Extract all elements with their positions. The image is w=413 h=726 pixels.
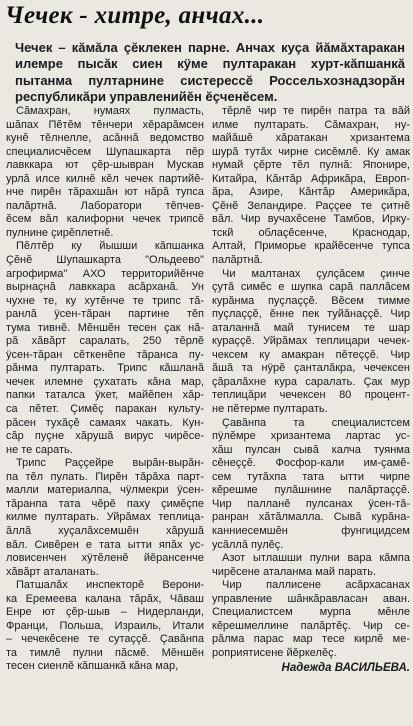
text-line: управление шăнкăравласан аван. (212, 592, 410, 605)
text-line: тесен сиенлĕ кăпшанкă кăна мар, (6, 660, 179, 673)
text-line: вăл. Сивĕрен е тата ытти япăх ус- (6, 538, 204, 551)
text-line: Азот ытлашши пулни вара кăмпа (222, 552, 410, 565)
text-line: Франци, Польша, Израиль, Итали (6, 619, 204, 632)
text-line: усăллă пулĕç. (212, 538, 284, 551)
text-line: Çĕнĕ Зеландире. Раççее те çитнĕ (212, 199, 410, 212)
text-line: чирĕсене аталанма май парать. (212, 565, 377, 578)
lead-line: илемре пысăк сиен кÿме пултаракан хурт-кăпшанкă (15, 56, 405, 72)
article-paragraph (212, 417, 410, 552)
text-line: Енре ют çĕр-шыв – Нидерланди, (6, 606, 204, 619)
text-line: çутă симĕс е шупка сарă паллăсем (212, 281, 410, 294)
text-line: рăлма парас мар тесе кирлĕ ме- (212, 633, 410, 646)
text-line: Сăмахран, нумаях пулмасть, (16, 105, 204, 117)
text-line: па тĕл пулать. Пирĕн тăрăха парт- (6, 470, 204, 483)
text-line: ранлă ÿсен-тăран партине тĕп (6, 308, 204, 321)
text-line: Чир паллисене асăрхасанах (222, 579, 410, 592)
lead-line: Чечек – кăмăла çĕклекен парне. Анчах куçа йăмăхтаракан (15, 40, 405, 55)
text-line: тĕрлĕ чир те пирĕн патра та вăй (222, 105, 410, 117)
text-line: ĕсем вăл калифорни чечек трипсĕ (6, 213, 204, 226)
article-lead (15, 40, 405, 106)
text-line: малли материалпа, чÿлмекри ÿсен- (6, 484, 204, 497)
text-line: хăвăрт аталанать. (6, 565, 99, 578)
text-line: урлă илсе килнĕ кĕл чечек партийĕ- (6, 172, 204, 185)
text-line: кунĕ тĕлнелле, асăннă ведомство (6, 132, 204, 145)
text-line: Специалистсем мурпа мĕнле (212, 606, 410, 619)
text-line: папки таталса ÿкет, майĕпен хăр- (6, 389, 204, 402)
text-line: Пĕлтĕр ку йышши кăпшанка (16, 240, 204, 253)
text-line: курăнма пуçлаççĕ. Вĕсем тимме (212, 294, 410, 307)
text-line: шăпах Пĕтĕм тĕнчери хĕрарăмсен (6, 118, 204, 131)
text-line: хăш пулсан сывă калча туянма (212, 443, 410, 456)
text-line: нумай çĕрте тĕл пулнă: Японире, (212, 159, 410, 172)
text-line: специалисчĕсем Шупашкарта пĕр (6, 145, 204, 158)
author-signature: Надежда ВАСИЛЬЕВА. (281, 662, 410, 675)
text-line: не пĕтерме пултарать. (212, 403, 328, 416)
text-line: шурă тутăх чирне сисĕмлĕ. Ку амак (212, 145, 410, 158)
text-line: Чи малтанах çулçăсем çинче (222, 267, 410, 280)
article-paragraph (212, 552, 410, 579)
text-line: кĕрешмеллине палăртĕç. Чир се- (212, 619, 410, 632)
text-line: не те сарать. (6, 443, 73, 456)
text-line: рăсен тухăçĕ самаях чакать. Кун- (6, 416, 204, 429)
text-line: майăшĕ хăратакан хризантема (212, 132, 410, 145)
article-column-right (212, 105, 410, 676)
text-line: пулнине çирĕплетнĕ. (6, 226, 114, 239)
text-line: ăшă та нÿрĕ çанталăкра, чечексен (212, 362, 410, 375)
text-line: пÿлĕмре хризантема лартас ус- (212, 430, 410, 443)
text-line: ранран хăтăлмалла. Сывă курăна- (212, 511, 410, 524)
text-line: ăра, Азире, Кăнтăр Америкăра, (212, 186, 410, 199)
text-line: палăртнă. (212, 254, 263, 267)
lead-line: пытанма пултарнине систерессĕ Россельхознадзорăн (15, 72, 405, 88)
text-line: роприятисене йĕркелĕç. (212, 646, 337, 659)
lead-line: республикăри управленийĕн ĕçченĕсем. (15, 89, 278, 105)
text-line: теплицăри чечексен 80 процент- (212, 389, 410, 402)
article-column-left (6, 105, 204, 674)
text-line: пуçлаççĕ, ĕнне пек туйăнаççĕ. Чир (212, 308, 410, 321)
text-line: тума тивнĕ. Мĕншĕн тесен çак нă- (6, 321, 204, 334)
text-line: сĕнеççĕ. Фосфор-кали им-çамĕ- (212, 457, 410, 470)
article-paragraph (212, 105, 410, 268)
article-paragraph (212, 579, 410, 660)
text-line: – чечекĕсене те сутаççĕ. Çавăнпа (6, 633, 204, 646)
text-line: ăллă хуçалăхсемшĕн хăрушă (6, 524, 204, 537)
text-line: Трипс Раççейре вырăн-вырăн- (16, 457, 204, 470)
text-line: кĕрешме пулăшнине палăртаççĕ. (212, 484, 410, 497)
text-line: кураççĕ. Уйрăмах теплицари чечек- (212, 335, 410, 348)
text-line: Алтай, Приморье крайĕсенче тупса (212, 240, 410, 253)
text-line: вăл. Чир вучахĕсене Тамбов, Ирку- (212, 213, 410, 226)
text-line: сăр пуçне хăрушă вирус чирĕсе- (6, 430, 204, 443)
text-line: агрофирма" АХО территорийĕнче (6, 267, 204, 280)
text-line: килме пултарать. Уйрăмах теплица- (6, 511, 204, 524)
text-line: Патшалăх инспекторĕ Верони- (16, 579, 204, 592)
text-line: тăранпа тата чĕрĕ паху çимĕçпе (6, 497, 204, 510)
text-line: Чир палланĕ пулсанах ÿсен-тă- (212, 497, 410, 510)
article-paragraph (212, 268, 410, 417)
text-line: Çавăнпа та специалистсем (222, 416, 410, 429)
text-line: Китайра, Кăнтăр Африкăра, Европ- (212, 172, 410, 185)
article-paragraph (6, 105, 204, 240)
text-line: тскй облаçĕсенче, Краснодар, (212, 226, 410, 239)
text-line: çăралăхне кура саралать. Çак мур (212, 375, 410, 388)
text-line: сем тутăхпа тата ытти чирпе (212, 470, 410, 483)
text-line: аталаннă май тунисем те шар (212, 321, 410, 334)
text-line: са пĕтет. Çимĕç паракан культу- (6, 403, 204, 416)
text-line: нче пирĕн тăрахшăн ют нăрă тупса (6, 186, 204, 199)
text-line: ÿсен-тăран сĕткенĕпе тăранса пу- (6, 348, 204, 361)
article-paragraph (6, 457, 204, 579)
text-line: вырнаçнă лавккара асăрханă. Ун (6, 281, 204, 294)
text-line: чухне те, ку хутĕнче те трипс тă- (6, 294, 204, 307)
text-line: палăртнă. Лаборатори тĕпчев- (6, 199, 204, 212)
text-line: чексем ку амакран пĕтеççĕ. Чир (212, 348, 410, 361)
text-line: ка Еремеева калана тăрăх, Чăваш (6, 592, 204, 605)
text-line: канниесемшĕн фунгицидсем (212, 524, 410, 537)
text-line: чечек илемне çухатать кăна мар, (6, 375, 204, 388)
article-title: Чечек - хитре, анчах... (5, 2, 265, 29)
text-line: ловисенчен хÿтĕленĕ йĕрансенче (6, 552, 204, 565)
text-line: рăнма пултарать. Трипс кăшланă (6, 362, 204, 375)
text-line: Çĕнĕ Шупашкарта "Ольдеево" (6, 254, 204, 267)
article-paragraph (6, 240, 204, 457)
text-line: илме пултарать. Сăмахран, ну- (212, 118, 410, 131)
text-line: рă хăвăрт саралать, 250 тĕрлĕ (6, 335, 204, 348)
text-line: лавккара ют çĕр-шывран Мускав (6, 159, 204, 172)
text-line: та тимлĕ пулни пăсмĕ. Мĕншĕн (6, 646, 204, 659)
article-paragraph (6, 579, 204, 674)
